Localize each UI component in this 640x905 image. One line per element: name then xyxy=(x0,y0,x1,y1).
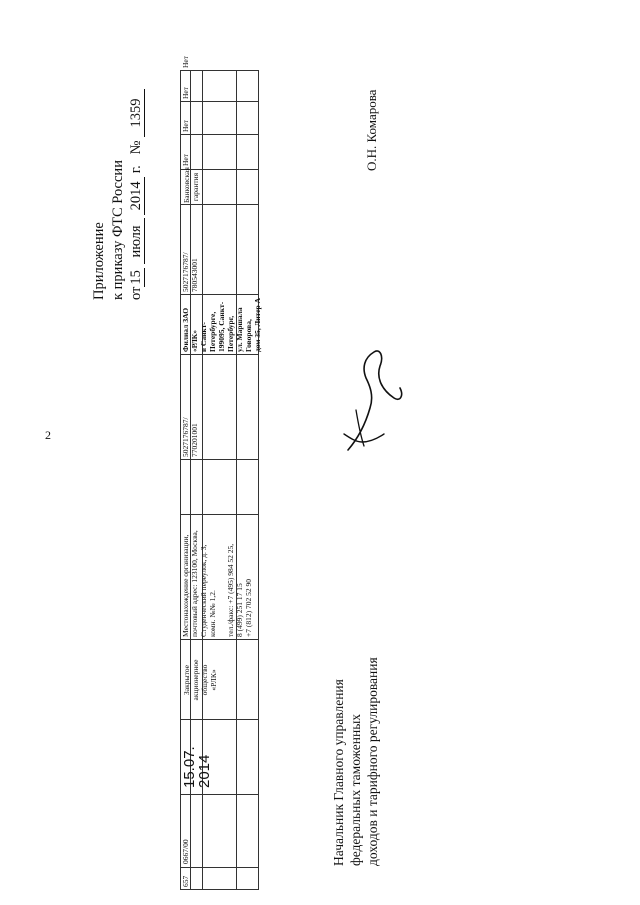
cell-security: Банковская гарантия xyxy=(182,167,200,203)
appendix-number: 1359 xyxy=(128,89,145,137)
cell-date: 15.07. 2014 xyxy=(181,746,213,788)
appendix-year-suffix: г. xyxy=(128,165,144,174)
appendix-date-number-line xyxy=(127,89,146,300)
cell-flag-3: Нет xyxy=(181,86,190,99)
appendix-day: 15 xyxy=(128,270,144,285)
appendix-order-line: к приказу ФТС России xyxy=(109,160,126,300)
page-number: 2 xyxy=(45,428,51,442)
appendix-number-sign: № xyxy=(128,140,144,155)
appendix-from-prefix: от xyxy=(128,286,144,300)
cell-flag-2: Нет xyxy=(181,119,190,132)
cell-organization: Закрытое акционерное общество «РЛК» xyxy=(182,659,218,701)
cell-branch-inn-kpp: 5027176787/ 780543001 xyxy=(181,252,199,292)
signatory-position-line-2: федеральных таможенных xyxy=(348,713,363,866)
cell-flag-1: Нет xyxy=(181,153,190,166)
signatory-position-line-3: доходов и тарифного регулирования xyxy=(365,657,380,866)
cell-row-number: 657 xyxy=(181,875,190,887)
cell-branch: Филиал ЗАО «РЛК» в Санкт-Петербурге, 199095, Санкт-Петербург, ул. Маршала Говорова, дом 35, Литер А xyxy=(181,297,262,352)
handwritten-signature xyxy=(340,338,410,456)
cell-address: Местонахождение организации, почтовый адрес: 123100, Москва, Студенческий переулок, д. 3, комн. №№ 1,2. тел./факс: +7 (495) 984 52 25, 8 (499) 251 17 15 +7 (812) 702 52 90 xyxy=(181,530,253,637)
signatory-position-line-1: Начальник Главного управления xyxy=(331,679,346,866)
signatory-name: О.Н. Комарова xyxy=(364,89,379,171)
cell-registration-number: 0667/00 xyxy=(181,839,190,864)
appendix-month: июля xyxy=(128,218,145,264)
cell-flag-4: Нет xyxy=(181,55,190,68)
cell-inn-kpp: 5027176787/ 770201001 xyxy=(181,417,199,457)
appendix-title: Приложение xyxy=(91,222,107,300)
appendix-header xyxy=(90,89,146,300)
signatory-position xyxy=(330,657,381,866)
appendix-year: 2014 xyxy=(128,177,145,215)
